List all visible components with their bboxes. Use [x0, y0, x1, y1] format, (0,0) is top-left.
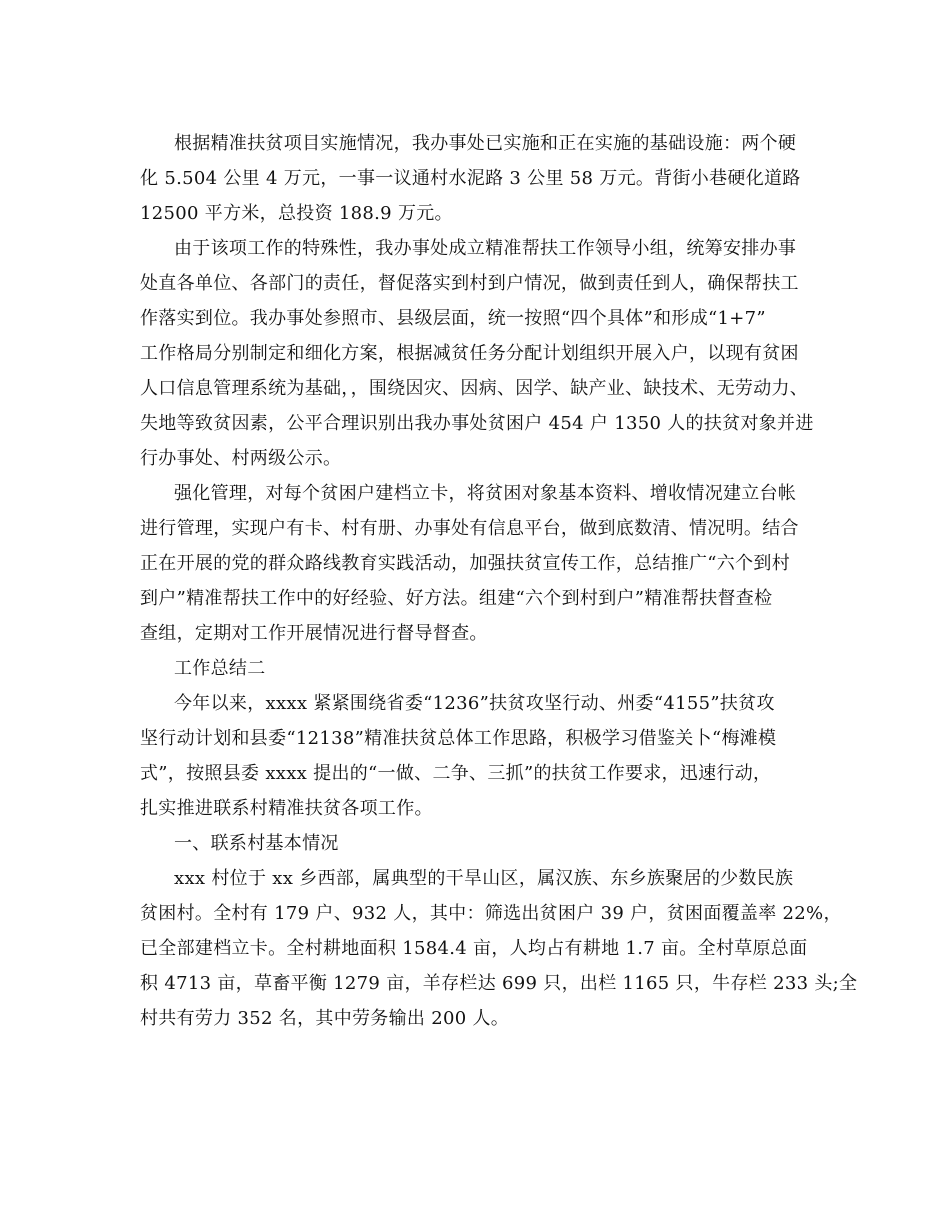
text-line: 作落实到位。我办事处参照市、县级层面，统一按照“四个具体”和形成“1+7”: [140, 308, 766, 329]
text-line: 由于该项工作的特殊性，我办事处成立精准帮扶工作领导小组，统筹安排办事: [174, 238, 797, 259]
text-line: 处直各单位、各部门的责任，督促落实到村到户情况，做到责任到人，确保帮扶工: [140, 273, 799, 294]
text-line: 强化管理，对每个贫困户建档立卡，将贫困对象基本资料、增收情况建立台帐: [174, 483, 797, 504]
text-line: 已全部建档立卡。全村耕地面积 1584.4 亩，人均占有耕地 1.7 亩。全村草原总面: [140, 938, 808, 959]
text-line: 扎实推进联系村精准扶贫各项工作。: [140, 798, 433, 819]
text-line: 式”，按照县委 xxxx 提出的“一做、二争、三抓”的扶贫工作要求，迅速行动，: [140, 763, 772, 784]
section-heading-summary-two: [140, 651, 820, 686]
text-line: xxx 村位于 xx 乡西部，属典型的干旱山区，属汉族、东乡族聚居的少数民族: [174, 868, 794, 889]
text-line: 查组，定期对工作开展情况进行督导督查。: [140, 623, 488, 644]
document-body: [140, 126, 858, 1036]
text-line: 到户”精准帮扶工作中的好经验、好方法。组建“六个到村到户”精准帮扶督查检: [140, 588, 773, 609]
text-line: 工作格局分别制定和细化方案，根据减贫任务分配计划组织开展入户，以现有贫困: [140, 343, 799, 364]
text-line: 村共有劳力 352 名，其中劳务输出 200 人。: [140, 1008, 510, 1029]
text-line: 行办事处、村两级公示。: [140, 448, 342, 469]
paragraph-village-overview: [140, 861, 858, 1036]
text-line: 12500 平方米，总投资 188.9 万元。: [140, 203, 453, 224]
text-line: 人口信息管理系统为基础，，围绕因灾、因病、因学、缺产业、缺技术、无劳动力、: [140, 378, 809, 399]
paragraph-management: [140, 476, 820, 651]
section-heading-village-basics: [140, 826, 820, 861]
text-line: 化 5.504 公里 4 万元，一事一议通村水泥路 3 公里 58 万元。背街小巷硬化道路: [140, 168, 801, 189]
text-line: 贫困村。全村有 179 户、932 人，其中：筛选出贫困户 39 户，贫困面覆盖率 22%，: [140, 903, 842, 924]
paragraph-leadership-group: [140, 231, 820, 476]
text-line: 根据精准扶贫项目实施情况，我办事处已实施和正在实施的基础设施：两个硬: [174, 133, 797, 154]
text-line: 进行管理，实现户有卡、村有册、办事处有信息平台，做到底数清、情况明。结合: [140, 518, 799, 539]
text-line: 坚行动计划和县委“12138”精准扶贫总体工作思路，积极学习借鉴关卜“梅滩模: [140, 728, 777, 749]
section-heading: 工作总结二: [174, 658, 266, 679]
section-heading: 一、联系村基本情况: [174, 833, 339, 854]
text-line: 失地等致贫因素，公平合理识别出我办事处贫困户 454 户 1350 人的扶贫对象并进: [140, 413, 814, 434]
paragraph-infrastructure: [140, 126, 820, 231]
text-line: 今年以来，xxxx 紧紧围绕省委“1236”扶贫攻坚行动、州委“4155”扶贫攻: [174, 693, 775, 714]
text-line: 积 4713 亩，草畜平衡 1279 亩，羊存栏达 699 只，出栏 1165 只，牛存栏 233 头;全: [140, 973, 858, 994]
text-line: 正在开展的党的群众路线教育实践活动，加强扶贫宣传工作，总结推广“六个到村: [140, 553, 790, 574]
paragraph-this-year: [140, 686, 820, 826]
